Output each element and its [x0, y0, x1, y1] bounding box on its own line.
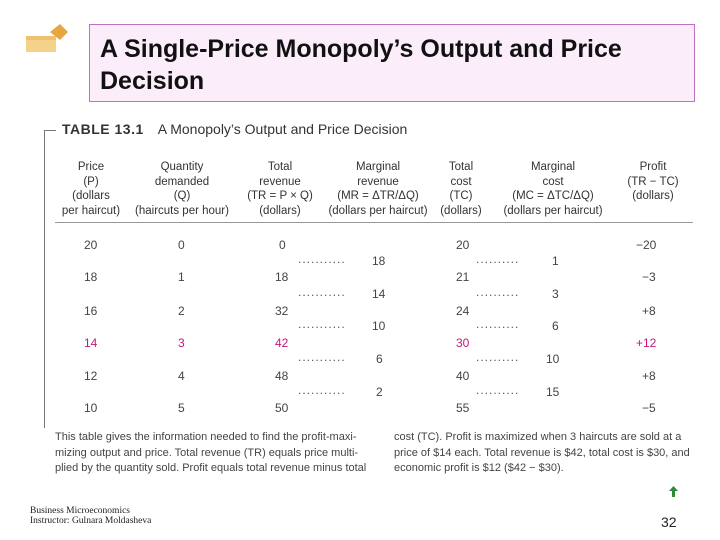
next-arrow-icon[interactable] — [669, 486, 678, 497]
cell-profit-optimal: +12 — [636, 336, 657, 350]
mc-dots: .......... — [476, 285, 520, 299]
header-profit: Profit (TR − TC) (dollars) — [627, 161, 679, 202]
footer-instructor: Instructor: Gulnara Moldasheva — [30, 516, 152, 526]
mr-dots: ........... — [298, 383, 346, 397]
cell-profit: −5 — [642, 401, 656, 415]
cell-price: 16 — [84, 304, 98, 318]
mc-dots: .......... — [476, 350, 520, 364]
cell-total-cost: 21 — [456, 270, 470, 284]
cell-total-cost: 20 — [456, 238, 470, 252]
cell-profit: −20 — [636, 238, 657, 252]
mc-dots: .......... — [476, 383, 520, 397]
cell-marginal-revenue: 18 — [372, 254, 386, 268]
header-price: Price (P) (dollars per haircut) — [61, 161, 121, 217]
cell-marginal-revenue: 2 — [376, 385, 383, 399]
cell-price: 10 — [84, 401, 98, 415]
cell-quantity: 2 — [178, 304, 185, 318]
cell-total-cost: 40 — [456, 369, 470, 383]
footer — [30, 506, 151, 526]
mc-dots: .......... — [476, 317, 520, 331]
cell-marginal-cost: 6 — [552, 319, 559, 333]
cell-marginal-cost: 10 — [546, 352, 560, 366]
table-heading — [62, 121, 407, 137]
cell-marginal-revenue: 14 — [372, 287, 386, 301]
table-note-left: This table gives the information needed to find the profit-maxi- mizing output and price. Total revenue (TR) equals price multi- plied by the quantity sold. Profit equals total revenue minus total — [55, 431, 367, 474]
cell-total-revenue: 32 — [275, 304, 289, 318]
cell-marginal-revenue: 6 — [376, 352, 383, 366]
cell-total-revenue: 48 — [275, 369, 289, 383]
cell-marginal-cost: 3 — [552, 287, 559, 301]
cell-marginal-cost: 1 — [552, 254, 559, 268]
header-total-cost: Total cost (TC) (dollars) — [440, 161, 482, 217]
header-marginal-revenue: Marginal revenue (MR = ΔTR/ΔQ) (dollars per haircut) — [328, 161, 428, 217]
slide-logo-icon — [24, 22, 70, 56]
table-frame-left — [44, 130, 45, 428]
header-marginal-cost: Marginal cost (MC = ΔTC/ΔQ) (dollars per haircut) — [503, 161, 603, 217]
cell-total-revenue: 18 — [275, 270, 289, 284]
cell-profit: +8 — [642, 369, 656, 383]
footer-course: Business Microeconomics — [30, 506, 131, 516]
header-divider — [55, 222, 693, 223]
mr-dots: ........... — [298, 350, 346, 364]
mr-dots: ........... — [298, 252, 346, 266]
cell-total-cost-optimal: 30 — [456, 336, 470, 350]
mr-dots: ........... — [298, 317, 346, 331]
cell-total-revenue-optimal: 42 — [275, 336, 289, 350]
cell-total-cost: 24 — [456, 304, 470, 318]
cell-marginal-cost: 15 — [546, 385, 560, 399]
header-total-revenue: Total revenue (TR = P × Q) (dollars) — [247, 161, 313, 217]
cell-profit: −3 — [642, 270, 656, 284]
cell-quantity: 0 — [178, 238, 185, 252]
header-quantity: Quantity demanded (Q) (haircuts per hour) — [135, 161, 229, 217]
cell-total-revenue: 50 — [275, 401, 289, 415]
cell-total-cost: 55 — [456, 401, 470, 415]
cell-quantity-optimal: 3 — [178, 336, 185, 350]
table-caption: A Monopoly’s Output and Price Decision — [157, 121, 408, 137]
cell-quantity: 4 — [178, 369, 185, 383]
cell-price: 18 — [84, 270, 98, 284]
cell-price-optimal: 14 — [84, 336, 98, 350]
mr-dots: ........... — [298, 285, 346, 299]
page-number: 32 — [661, 514, 677, 530]
cell-quantity: 5 — [178, 401, 185, 415]
cell-profit: +8 — [642, 304, 656, 318]
table-number: TABLE 13.1 — [62, 121, 144, 137]
mc-dots: .......... — [476, 252, 520, 266]
table-note-right: cost (TC). Profit is maximized when 3 haircuts are sold at a price of $14 each. Total revenue is $42, total cost is $30, and economic profit is $12 ($42 − $30). — [394, 431, 690, 474]
slide-title: A Single-Price Monopoly’s Output and Price Decision — [100, 35, 622, 95]
cell-quantity: 1 — [178, 270, 185, 284]
cell-total-revenue: 0 — [279, 238, 286, 252]
cell-price: 20 — [84, 238, 98, 252]
title-box — [89, 24, 695, 102]
cell-marginal-revenue: 10 — [372, 319, 386, 333]
cell-price: 12 — [84, 369, 98, 383]
table-frame-top — [44, 130, 56, 131]
